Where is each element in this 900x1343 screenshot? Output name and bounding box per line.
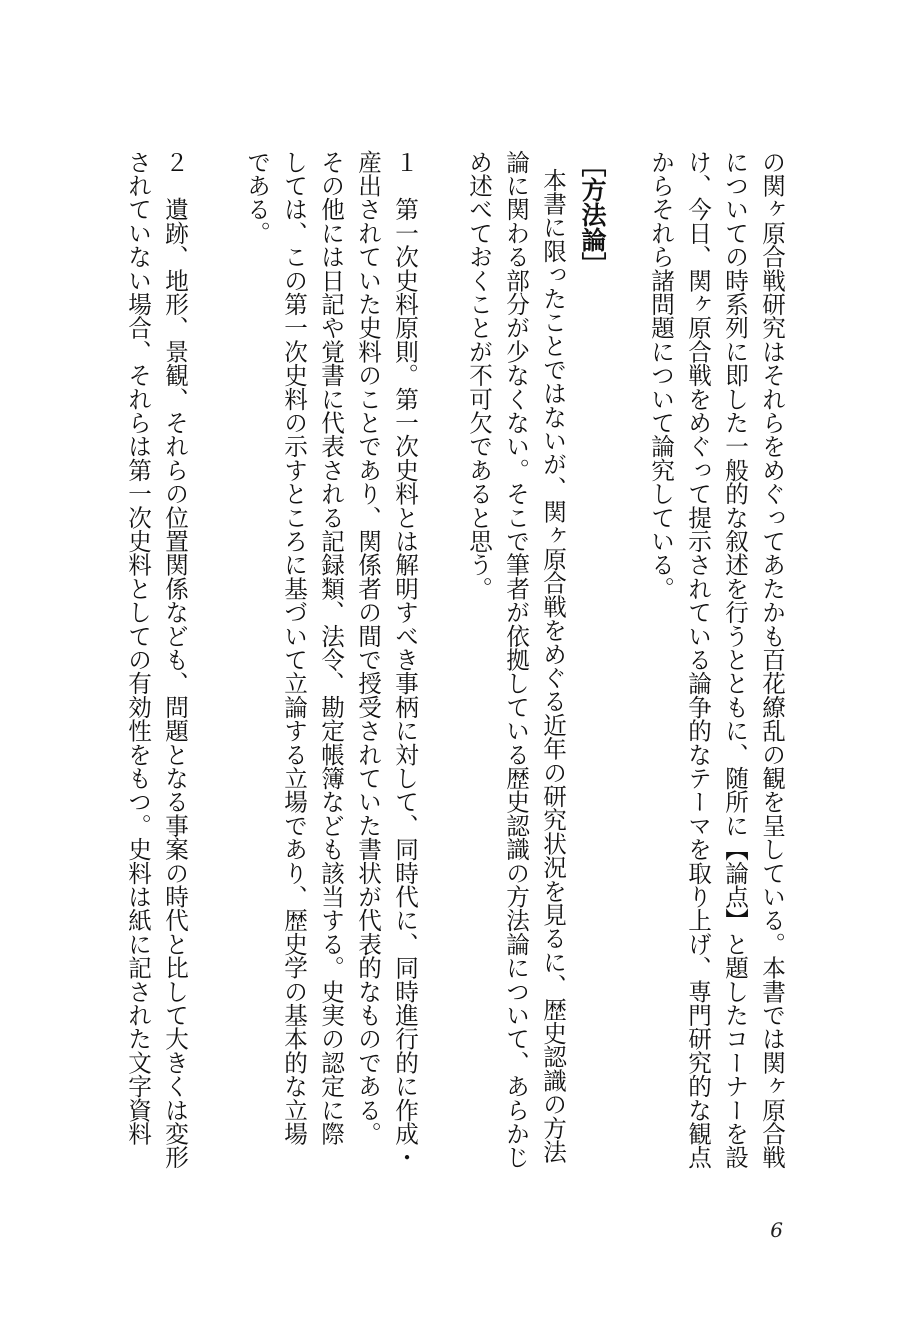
intro-line-1: の関ヶ原合戦研究はそれらをめぐってあたかも百花繚乱の観を呈している。本書では関ヶ原合戦 — [758, 150, 786, 1170]
item1-line-3: その他には日記や覚書に代表される記録類、法令、勘定帳簿なども該当する。史実の認定に際 — [317, 150, 345, 1146]
item1-line-2: 産出されていた史料のことであり、関係者の間で授受されていた書状が代表的なものである。 — [354, 150, 382, 1146]
intro-line-4: からそれら諸問題について論究している。 — [647, 150, 675, 601]
section-line-1: 本書に限ったことではないが、関ヶ原合戦をめぐる近年の研究状況を見るに、歴史認識の方法 — [539, 168, 567, 1164]
page-number: 6 — [770, 1218, 783, 1242]
item1-line-4: しては、この第一次史料の示すところに基づいて立論する立場であり、歴史学の基本的な立場 — [280, 150, 308, 1146]
item2-line-2: されていない場合、それらは第一次史料としての有効性をもつ。史料は紙に記された文字資料 — [124, 150, 152, 1146]
item1-line-5: である。 — [243, 150, 271, 245]
intro-line-2: についての時系列に即した一般的な叙述を行うとともに、随所に【論点】と題したコーナーを設 — [721, 150, 749, 1170]
item2-line-1: ２ 遺跡、地形、景観、それらの位置関係なども、問題となる事案の時代と比して大きくは変形 — [161, 150, 189, 1170]
section-line-3: め述べておくことが不可欠であると思う。 — [465, 150, 493, 601]
intro-line-3: け、今日、関ヶ原合戦をめぐって提示されている論争的なテーマを取り上げ、専門研究的な観点 — [684, 150, 712, 1170]
section-heading: ［方法論］ — [578, 152, 607, 277]
item1-line-1: １ 第一次史料原則。第一次史料とは解明すべき事柄に対して、同時代に、同時進行的に作成・ — [391, 150, 419, 1170]
section-line-2: 論に関わる部分が少なくない。そこで筆者が依拠している歴史認識の方法論について、あらかじ — [502, 150, 530, 1170]
